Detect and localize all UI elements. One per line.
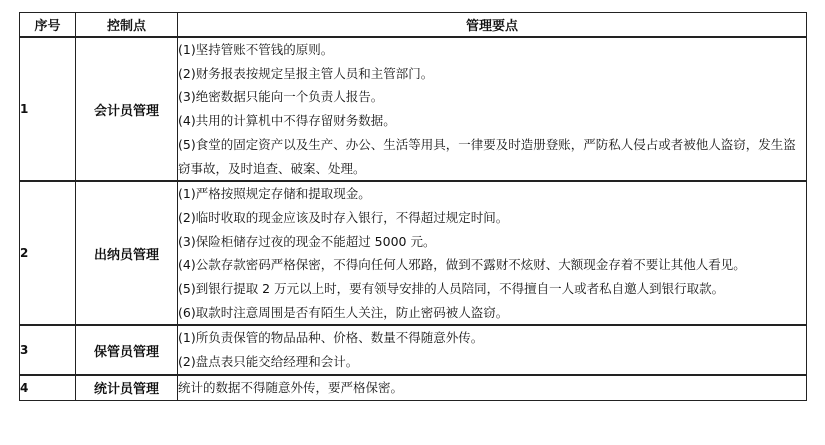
point-item: (1)严格按照规定存储和提取现金。: [178, 186, 371, 202]
point-item: (6)取款时注意周围是否有陌生人关注，防止密码被人盗窃。: [178, 304, 509, 320]
point-item: (4)公款存款密码严格保密，不得向任何人邪路，做到不露财不炫财、大额现金存着不要让其他人看见。: [178, 257, 746, 273]
point-item: 统计的数据不得随意外传，要严格保密。: [178, 379, 404, 395]
header-control-point: 控制点: [76, 13, 178, 38]
row-control-point: 会计员管理: [76, 37, 178, 181]
row-control-point: 统计员管理: [76, 375, 178, 400]
header-seq: 序号: [20, 13, 76, 38]
table-row: [20, 181, 807, 325]
table-row: [20, 325, 807, 374]
row-seq: 3: [20, 325, 76, 374]
point-item: (1)所负责保管的物品品种、价格、数量不得随意外传。: [178, 330, 484, 346]
row-control-point: 出纳员管理: [76, 181, 178, 325]
point-item: (3)绝密数据只能向一个负责人报告。: [178, 89, 384, 105]
point-item: (5)食堂的固定资产以及生产、办公、生活等用具，一律要及时造册登账，严防私人侵占或者被他人盗窃，发生盗窃事故，及时追查、破案、处理。: [178, 136, 796, 176]
row-key-points: [178, 325, 807, 374]
table-row: [20, 375, 807, 400]
point-item: (5)到银行提取 2 万元以上时，要有领导安排的人员陪同，不得擅自一人或者私自邀人到银行取款。: [178, 281, 725, 297]
point-item: (3)保险柜储存过夜的现金不能超过 5000 元。: [178, 233, 436, 249]
point-item: (2)临时收取的现金应该及时存入银行，不得超过规定时间。: [178, 209, 509, 225]
header-key-points: 管理要点: [178, 13, 807, 38]
row-seq: 4: [20, 375, 76, 400]
table-row: [20, 37, 807, 181]
point-item: (2)盘点表只能交给经理和会计。: [178, 354, 359, 370]
row-key-points: [178, 181, 807, 325]
row-key-points: [178, 37, 807, 181]
point-item: (2)财务报表按规定呈报主管人员和主管部门。: [178, 65, 434, 81]
row-seq: 2: [20, 181, 76, 325]
row-control-point: 保管员管理: [76, 325, 178, 374]
point-item: (4)共用的计算机中不得存留财务数据。: [178, 113, 396, 129]
header-row: [20, 13, 807, 38]
row-seq: 1: [20, 37, 76, 181]
management-table: [19, 12, 807, 401]
row-key-points: [178, 375, 807, 400]
point-item: (1)坚持管账不管钱的原则。: [178, 42, 334, 57]
